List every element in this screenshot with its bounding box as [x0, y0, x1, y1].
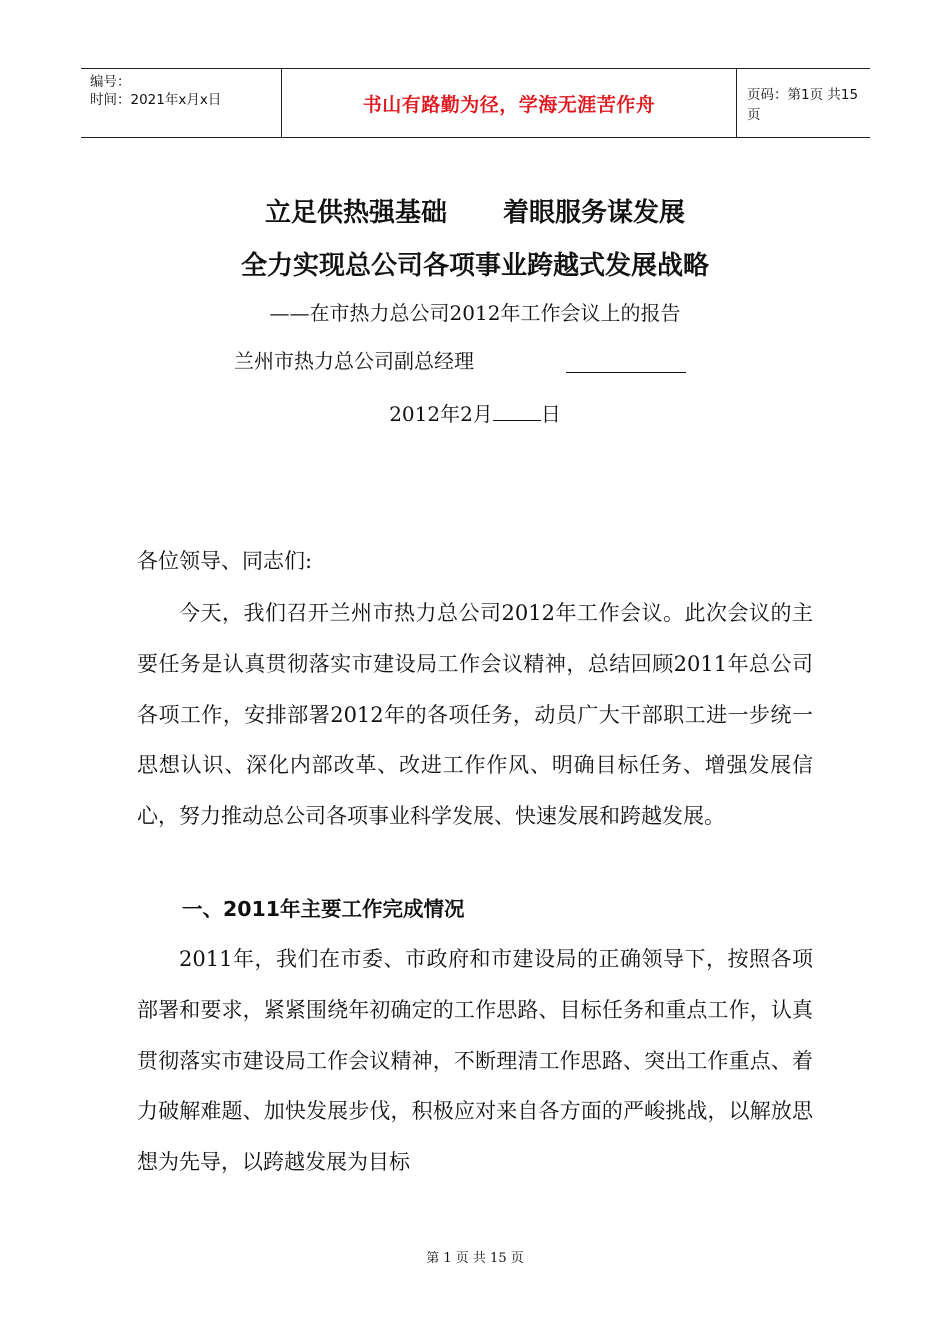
author-line: 兰州市热力总公司副总经理	[234, 349, 474, 373]
subtitle: ——在市热力总公司2012年工作会议上的报告	[269, 301, 681, 325]
title-line-1-part-1: 立足供热强基础	[264, 198, 447, 228]
header-motto: 书山有路勤为径，学海无涯苦作舟	[282, 69, 737, 137]
paragraph-2: 2011年，我们在市委、市政府和市建设局的正确领导下，按照各项部署和要求，紧紧围绕年初确定的工作思路、目标任务和重点工作，认真贯彻落实市建设局工作会议精神，不断理清工作思路、突出工作重点、着力破解难题、加快发展步伐，积极应对来自各方面的严峻挑战，以解放思想为先导，以跨越发展为目标	[137, 947, 813, 1175]
paragraph-1: 今天，我们召开兰州市热力总公司2012年工作会议。此次会议的主要任务是认真贯彻落实市建设局工作会议精神，总结回顾2011年总公司各项工作，安排部署2012年的各项任务，动员广大干部职工进一步统一思想认识、深化内部改革、改进工作作风、明确目标任务、增强发展信心，努力推动总公司各项事业科学发展、快速发展和跨越发展。	[137, 601, 813, 829]
date-prefix: 2012年2月	[389, 402, 493, 426]
title-line-1	[0, 192, 950, 229]
author-name-blank	[566, 372, 686, 373]
title-line-1-part-2: 着眼服务谋发展	[503, 198, 686, 228]
time-label: 时间：2021年x月x日	[90, 92, 222, 108]
section-1-heading: 一、2011年主要工作完成情况	[182, 897, 465, 921]
report-date	[0, 398, 950, 427]
salutation: 各位领导、同志们:	[137, 549, 313, 573]
title-line-2: 全力实现总公司各项事业跨越式发展战略	[240, 251, 709, 281]
date-day-blank	[493, 400, 541, 421]
page-footer: 第 1 页 共 15 页	[426, 1251, 524, 1266]
header-left-cell	[81, 69, 282, 137]
document-header-table	[81, 68, 870, 138]
header-page-info: 页码：第1页 共15页	[747, 87, 859, 123]
date-suffix: 日	[540, 402, 561, 426]
number-label: 编号：	[90, 74, 131, 90]
